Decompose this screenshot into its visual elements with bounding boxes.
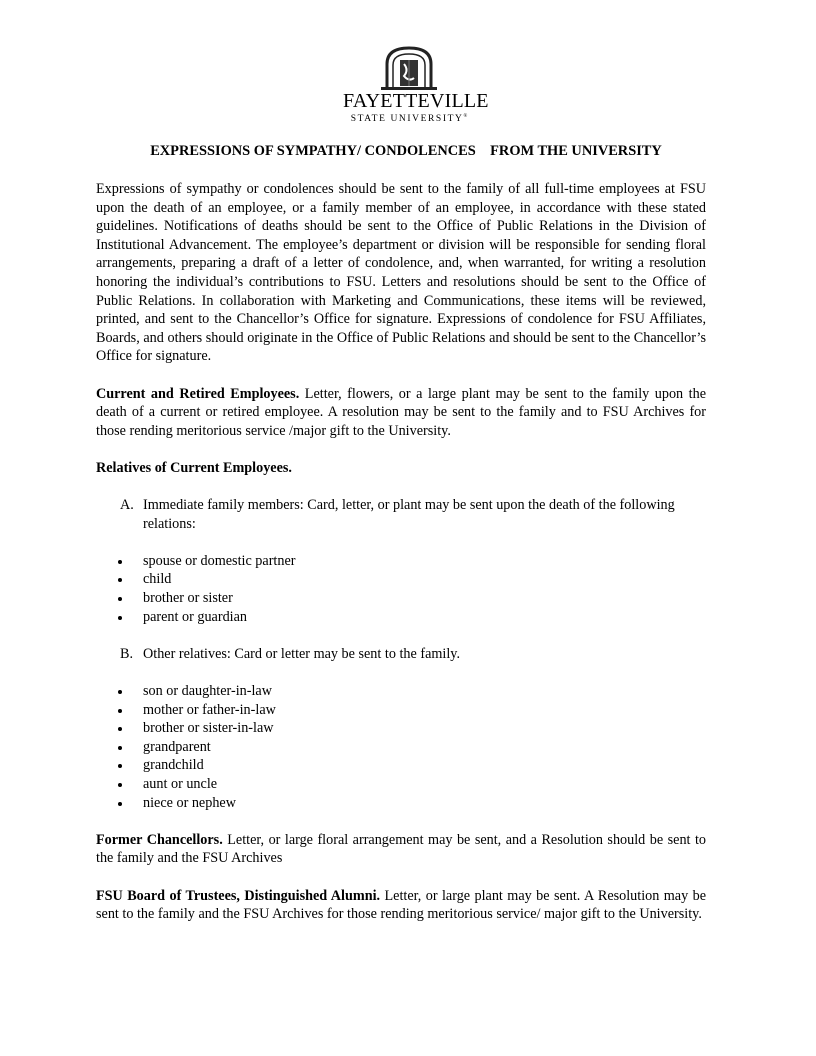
section-a-text: Immediate family members: Card, letter, or plant may be sent upon the death of the following relations:: [143, 497, 675, 532]
list-item: mother or father-in-law: [96, 701, 706, 720]
logo-subtitle: STATE UNIVERSITY®: [350, 114, 468, 125]
intro-paragraph: Expressions of sympathy or condolences should be sent to the family of all full-time employees at FSU upon the death of an employee, or a family member of an employee, in accordance with these stated guidelines. Notifications of deaths should be sent to the Office of Public Relations in the Division of Institutional Advancement. The employee’s department or division will be responsible for sending floral arrangements, preparing a draft of a letter of condolence, and, when warranted, for writing a resolution honoring the individual’s contributions to FSU. Letters and resolutions should be sent to the Office of Public Relations. In collaboration with Marketing and Communications, these items will be reviewed, printed, and sent to the Chancellor’s Office for signature. Expressions of condolence for FSU Affiliates, Boards, and others should originate in the Office of Public Relations and should be sent to the Chancellor’s Office for signature.: [96, 181, 706, 365]
list-item: brother or sister-in-law: [96, 719, 706, 738]
logo-wordmark: FAYETTEVILLE: [343, 90, 489, 112]
section-a: [96, 496, 706, 533]
other-relatives-list: [96, 682, 706, 812]
bullet-icon: [118, 764, 122, 768]
current-employees-heading: Current and Retired Employees.: [96, 385, 300, 402]
list-item: brother or sister: [96, 589, 706, 608]
section-a-letter: A.: [120, 497, 134, 514]
current-employees-paragraph: [96, 385, 706, 441]
board-of-trustees-heading: FSU Board of Trustees, Distinguished Alumni.: [96, 887, 381, 904]
bullet-icon: [118, 597, 122, 601]
document-body: [96, 180, 706, 942]
list-item: son or daughter-in-law: [96, 682, 706, 701]
logo-emblem: [343, 44, 475, 90]
bullet-icon: [118, 709, 122, 713]
bullet-icon: [118, 690, 122, 694]
page-title: EXPRESSIONS OF SYMPATHY/ CONDOLENCES FROM THE UNIVERSITY: [150, 143, 662, 159]
bullet-icon: [118, 746, 122, 750]
board-of-trustees-text: Letter, or large plant may be sent. A Resolution may be sent to the family and the FSU Archives for those rending meritorious service/ major gift to the University.: [96, 887, 706, 923]
list-item: grandparent: [96, 738, 706, 757]
section-b: [96, 645, 706, 664]
bullet-icon: [118, 578, 122, 582]
former-chancellors-paragraph: [96, 831, 706, 868]
section-b-letter: B.: [120, 645, 134, 662]
list-item: grandchild: [96, 756, 706, 775]
section-b-text: Other relatives: Card or letter may be sent to the family.: [143, 645, 461, 662]
list-item: aunt or uncle: [96, 775, 706, 794]
former-chancellors-heading: Former Chancellors.: [96, 831, 223, 848]
immediate-family-list: [96, 552, 706, 626]
bullet-icon: [118, 802, 122, 806]
bullet-icon: [118, 616, 122, 620]
list-item: parent or guardian: [96, 608, 706, 627]
university-logo: [343, 44, 489, 125]
list-item: spouse or domestic partner: [96, 552, 706, 571]
board-of-trustees-paragraph: [96, 887, 706, 924]
current-employees-text: Letter, flowers, or a large plant may be sent to the family upon the death of a current or retired employee. A resolution may be sent to the family and to FSU Archives for those rending meritorious service /major gift to the University.: [96, 385, 706, 439]
bullet-icon: [118, 727, 122, 731]
bullet-icon: [118, 783, 122, 787]
list-item: child: [96, 570, 706, 589]
relatives-heading: Relatives of Current Employees.: [96, 459, 292, 476]
bullet-icon: [118, 560, 122, 564]
former-chancellors-text: Letter, or large floral arrangement may be sent, and a Resolution should be sent to the family and the FSU Archives: [96, 831, 706, 867]
list-item: niece or nephew: [96, 794, 706, 813]
